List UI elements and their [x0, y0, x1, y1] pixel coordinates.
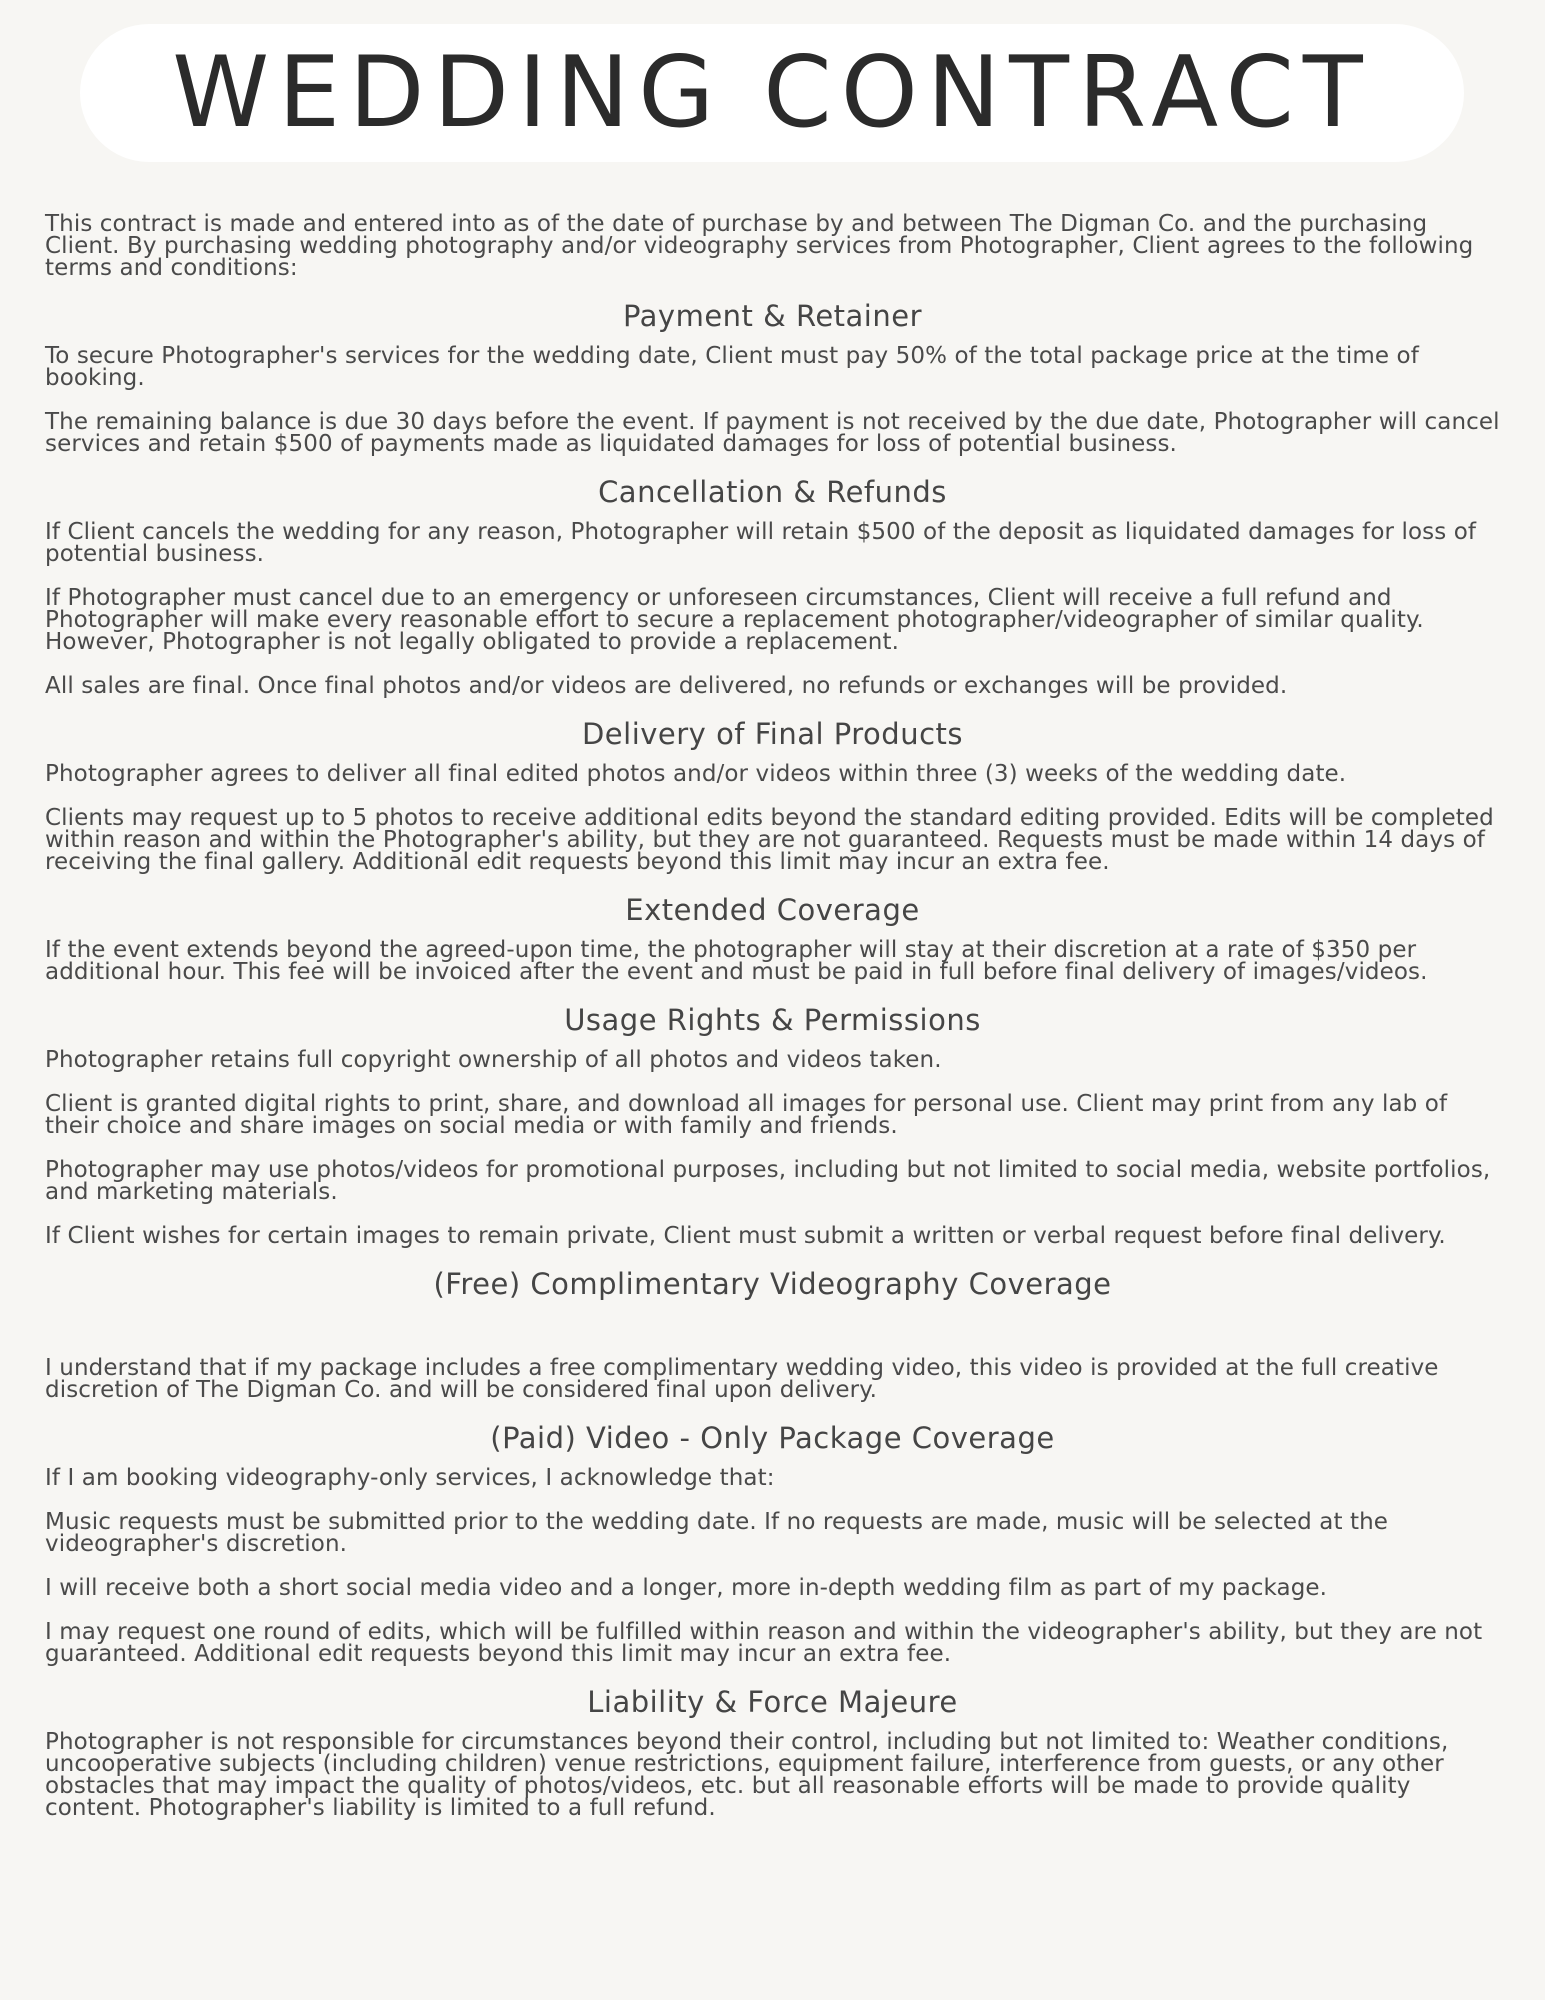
section-heading-usage-rights: Usage Rights & Permissions [564, 1003, 981, 1037]
paragraph: Music requests must be submitted prior to the wedding date. If no requests are made, music will be selected at the videographer's discretion. [45, 1509, 1389, 1557]
paragraph: To secure Photographer's services for the wedding date, Client must pay 50% of the total package price at the time of booking. [45, 343, 1419, 391]
paragraph: Photographer may use photos/videos for promotional purposes, including but not limited to social media, website portfolios, and marketing materials. [45, 1157, 1491, 1205]
paragraph: Photographer retains full copyright ownership of all photos and videos taken. [45, 1047, 942, 1073]
paragraph: If Client cancels the wedding for any reason, Photographer will retain $500 of the deposit as liquidated damages for loss of potential business. [45, 519, 1477, 567]
paragraph: If Client wishes for certain images to remain private, Client must submit a written or verbal request before final delivery. [45, 1223, 1446, 1249]
paragraph: I understand that if my package includes a free complimentary wedding video, this video is provided at the full creative discretion of The Digman Co. and will be considered final upon delivery. [45, 1355, 1439, 1403]
paragraph: I may request one round of edits, which will be fulfilled within reason and within the videographer's ability, but they are not guaranteed. Additional edit requests beyond this limit may incur an extra fee. [45, 1619, 1483, 1667]
page-title: WEDDING CONTRACT [172, 36, 1372, 150]
section-heading-paid-video: (Paid) Video - Only Package Coverage [490, 1421, 1055, 1455]
paragraph: Photographer agrees to deliver all final edited photos and/or videos within three (3) weeks of the wedding date. [45, 761, 1347, 787]
paragraph: If I am booking videography-only services, I acknowledge that: [45, 1465, 775, 1491]
paragraph: I will receive both a short social media video and a longer, more in-depth wedding film as part of my package. [45, 1575, 1328, 1601]
section-heading-liability: Liability & Force Majeure [587, 1685, 958, 1719]
paragraph: Photographer is not responsible for circumstances beyond their control, including but not limited to: Weather conditions, uncooperative subjects (including children) venue restrictions, equipment failure, interference from guests, or any other obstacles that may impact the quality of photos/videos, etc. but all reasonable efforts will be made to provide quality content. Photographer's liability is limited to a full refund. [45, 1729, 1449, 1821]
intro-paragraph: This contract is made and entered into as of the date of purchase by and between The Digman Co. and the purchasing Client. By purchasing wedding photography and/or videography services from Photographer, Client agrees to the following terms and conditions: [45, 211, 1474, 281]
section-heading-extended-coverage: Extended Coverage [625, 893, 920, 927]
title-banner [80, 24, 1464, 162]
paragraph: The remaining balance is due 30 days before the event. If payment is not received by the due date, Photographer will cancel services and retain $500 of payments made as liquidated damages for loss of potential business. [45, 409, 1500, 457]
section-heading-cancellation: Cancellation & Refunds [598, 475, 947, 509]
paragraph: If the event extends beyond the agreed-upon time, the photographer will stay at their discretion at a rate of $350 per additional hour. This fee will be invoiced after the event and must be paid in full before final delivery of images/videos. [45, 937, 1428, 985]
section-heading-free-videography: (Free) Complimentary Videography Coverage [433, 1267, 1112, 1301]
paragraph: All sales are final. Once final photos and/or videos are delivered, no refunds or exchanges will be provided. [45, 673, 1288, 699]
contract-body [45, 213, 1500, 1819]
section-heading-delivery: Delivery of Final Products [581, 717, 964, 751]
paragraph: Client is granted digital rights to print, share, and download all images for personal use. Client may print from any lab of their choice and share images on social media or with family and friends. [45, 1091, 1448, 1139]
paragraph: Clients may request up to 5 photos to receive additional edits beyond the standard editing provided. Edits will be completed within reason and within the Photographer's ability, but they are not guaranteed. Requests must be made within 14 days of receiving the final gallery. Additional edit requests beyond this limit may incur an extra fee. [45, 805, 1494, 875]
paragraph: If Photographer must cancel due to an emergency or unforeseen circumstances, Client will receive a full refund and Photographer will make every reasonable effort to secure a replacement photographer/videographer of similar quality. However, Photographer is not legally obligated to provide a replacement. [45, 585, 1424, 655]
section-heading-payment: Payment & Retainer [622, 299, 923, 333]
